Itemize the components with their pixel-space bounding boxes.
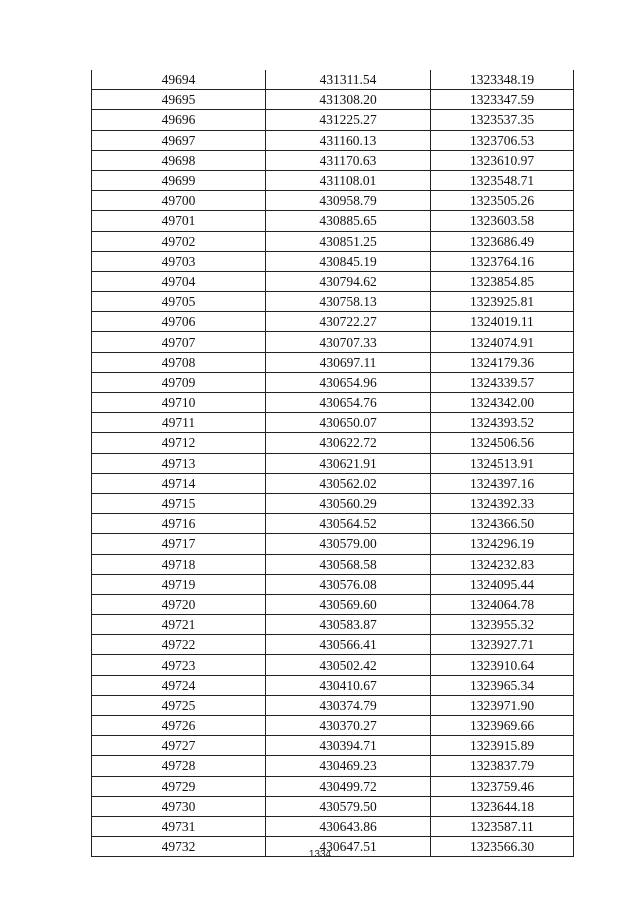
y-coordinate-cell: 1323854.85 <box>431 271 574 291</box>
x-coordinate-cell: 430370.27 <box>266 716 431 736</box>
table-row <box>92 594 574 614</box>
y-coordinate-cell: 1323348.19 <box>431 70 574 90</box>
point-id-cell: 49730 <box>92 796 266 816</box>
point-id-cell: 49701 <box>92 211 266 231</box>
table-row <box>92 90 574 110</box>
point-id-cell: 49708 <box>92 352 266 372</box>
table-row <box>92 191 574 211</box>
table-row <box>92 796 574 816</box>
table-row <box>92 736 574 756</box>
point-id-cell: 49719 <box>92 574 266 594</box>
x-coordinate-cell: 430621.91 <box>266 453 431 473</box>
table-row <box>92 433 574 453</box>
table-row <box>92 574 574 594</box>
table-row <box>92 150 574 170</box>
point-id-cell: 49706 <box>92 312 266 332</box>
table-row <box>92 534 574 554</box>
y-coordinate-cell: 1323971.90 <box>431 695 574 715</box>
table-row <box>92 110 574 130</box>
y-coordinate-cell: 1324064.78 <box>431 594 574 614</box>
y-coordinate-cell: 1323925.81 <box>431 292 574 312</box>
x-coordinate-cell: 431170.63 <box>266 150 431 170</box>
x-coordinate-cell: 430374.79 <box>266 695 431 715</box>
x-coordinate-cell: 430851.25 <box>266 231 431 251</box>
point-id-cell: 49697 <box>92 130 266 150</box>
table-row <box>92 615 574 635</box>
point-id-cell: 49721 <box>92 615 266 635</box>
point-id-cell: 49723 <box>92 655 266 675</box>
x-coordinate-cell: 430643.86 <box>266 816 431 836</box>
y-coordinate-cell: 1323566.30 <box>431 837 574 857</box>
table-row <box>92 514 574 534</box>
point-id-cell: 49718 <box>92 554 266 574</box>
table-row <box>92 675 574 695</box>
x-coordinate-cell: 431108.01 <box>266 170 431 190</box>
point-id-cell: 49714 <box>92 473 266 493</box>
x-coordinate-cell: 431311.54 <box>266 70 431 90</box>
x-coordinate-cell: 430654.76 <box>266 393 431 413</box>
point-id-cell: 49731 <box>92 816 266 836</box>
y-coordinate-cell: 1324339.57 <box>431 372 574 392</box>
point-id-cell: 49724 <box>92 675 266 695</box>
y-coordinate-cell: 1323915.89 <box>431 736 574 756</box>
y-coordinate-cell: 1324393.52 <box>431 413 574 433</box>
y-coordinate-cell: 1323837.79 <box>431 756 574 776</box>
point-id-cell: 49716 <box>92 514 266 534</box>
table-row <box>92 695 574 715</box>
point-id-cell: 49698 <box>92 150 266 170</box>
table-row <box>92 413 574 433</box>
table-row <box>92 816 574 836</box>
x-coordinate-cell: 430697.11 <box>266 352 431 372</box>
y-coordinate-cell: 1323955.32 <box>431 615 574 635</box>
x-coordinate-cell: 430394.71 <box>266 736 431 756</box>
point-id-cell: 49729 <box>92 776 266 796</box>
y-coordinate-cell: 1323969.66 <box>431 716 574 736</box>
table-row <box>92 776 574 796</box>
point-id-cell: 49715 <box>92 493 266 513</box>
point-id-cell: 49712 <box>92 433 266 453</box>
point-id-cell: 49722 <box>92 635 266 655</box>
x-coordinate-cell: 430560.29 <box>266 493 431 513</box>
x-coordinate-cell: 430885.65 <box>266 211 431 231</box>
point-id-cell: 49711 <box>92 413 266 433</box>
y-coordinate-cell: 1323603.58 <box>431 211 574 231</box>
table-row <box>92 271 574 291</box>
table-row <box>92 312 574 332</box>
point-id-cell: 49707 <box>92 332 266 352</box>
y-coordinate-cell: 1324506.56 <box>431 433 574 453</box>
x-coordinate-cell: 430499.72 <box>266 776 431 796</box>
x-coordinate-cell: 430562.02 <box>266 473 431 493</box>
table-row <box>92 473 574 493</box>
y-coordinate-cell: 1323548.71 <box>431 170 574 190</box>
table-row <box>92 655 574 675</box>
x-coordinate-cell: 430722.27 <box>266 312 431 332</box>
x-coordinate-cell: 430647.51 <box>266 837 431 857</box>
point-id-cell: 49694 <box>92 70 266 90</box>
point-id-cell: 49713 <box>92 453 266 473</box>
x-coordinate-cell: 431160.13 <box>266 130 431 150</box>
table-row <box>92 170 574 190</box>
y-coordinate-cell: 1323910.64 <box>431 655 574 675</box>
table-row <box>92 493 574 513</box>
y-coordinate-cell: 1324232.83 <box>431 554 574 574</box>
table-row <box>92 393 574 413</box>
y-coordinate-cell: 1323505.26 <box>431 191 574 211</box>
x-coordinate-cell: 430650.07 <box>266 413 431 433</box>
y-coordinate-cell: 1323644.18 <box>431 796 574 816</box>
x-coordinate-cell: 430469.23 <box>266 756 431 776</box>
table-row <box>92 231 574 251</box>
point-id-cell: 49727 <box>92 736 266 756</box>
point-id-cell: 49725 <box>92 695 266 715</box>
point-id-cell: 49700 <box>92 191 266 211</box>
y-coordinate-cell: 1324397.16 <box>431 473 574 493</box>
x-coordinate-cell: 430576.08 <box>266 574 431 594</box>
table-row <box>92 70 574 90</box>
point-id-cell: 49702 <box>92 231 266 251</box>
point-id-cell: 49699 <box>92 170 266 190</box>
x-coordinate-cell: 430654.96 <box>266 372 431 392</box>
table-row <box>92 756 574 776</box>
table-row <box>92 130 574 150</box>
y-coordinate-cell: 1324342.00 <box>431 393 574 413</box>
x-coordinate-cell: 430758.13 <box>266 292 431 312</box>
x-coordinate-cell: 431225.27 <box>266 110 431 130</box>
y-coordinate-cell: 1324366.50 <box>431 514 574 534</box>
table-row <box>92 352 574 372</box>
x-coordinate-cell: 430583.87 <box>266 615 431 635</box>
table-row <box>92 372 574 392</box>
table-row <box>92 453 574 473</box>
x-coordinate-cell: 430579.50 <box>266 796 431 816</box>
y-coordinate-cell: 1323537.35 <box>431 110 574 130</box>
y-coordinate-cell: 1324296.19 <box>431 534 574 554</box>
point-id-cell: 49710 <box>92 393 266 413</box>
table-row <box>92 716 574 736</box>
coordinates-table <box>91 70 574 857</box>
x-coordinate-cell: 430569.60 <box>266 594 431 614</box>
y-coordinate-cell: 1324019.11 <box>431 312 574 332</box>
point-id-cell: 49709 <box>92 372 266 392</box>
point-id-cell: 49717 <box>92 534 266 554</box>
x-coordinate-cell: 430794.62 <box>266 271 431 291</box>
table-body <box>92 70 574 857</box>
x-coordinate-cell: 430564.52 <box>266 514 431 534</box>
y-coordinate-cell: 1323347.59 <box>431 90 574 110</box>
y-coordinate-cell: 1324392.33 <box>431 493 574 513</box>
x-coordinate-cell: 430622.72 <box>266 433 431 453</box>
point-id-cell: 49696 <box>92 110 266 130</box>
x-coordinate-cell: 430410.67 <box>266 675 431 695</box>
x-coordinate-cell: 430502.42 <box>266 655 431 675</box>
point-id-cell: 49695 <box>92 90 266 110</box>
point-id-cell: 49720 <box>92 594 266 614</box>
y-coordinate-cell: 1323587.11 <box>431 816 574 836</box>
y-coordinate-cell: 1324095.44 <box>431 574 574 594</box>
y-coordinate-cell: 1323610.97 <box>431 150 574 170</box>
y-coordinate-cell: 1324179.36 <box>431 352 574 372</box>
point-id-cell: 49732 <box>92 837 266 857</box>
table-row <box>92 211 574 231</box>
table-row <box>92 332 574 352</box>
table-row <box>92 251 574 271</box>
x-coordinate-cell: 430566.41 <box>266 635 431 655</box>
y-coordinate-cell: 1324513.91 <box>431 453 574 473</box>
x-coordinate-cell: 430568.58 <box>266 554 431 574</box>
x-coordinate-cell: 430707.33 <box>266 332 431 352</box>
page-number: 1334 <box>308 849 332 860</box>
point-id-cell: 49704 <box>92 271 266 291</box>
y-coordinate-cell: 1323759.46 <box>431 776 574 796</box>
table-row <box>92 292 574 312</box>
point-id-cell: 49726 <box>92 716 266 736</box>
y-coordinate-cell: 1323764.16 <box>431 251 574 271</box>
y-coordinate-cell: 1323686.49 <box>431 231 574 251</box>
y-coordinate-cell: 1323706.53 <box>431 130 574 150</box>
y-coordinate-cell: 1324074.91 <box>431 332 574 352</box>
point-id-cell: 49728 <box>92 756 266 776</box>
x-coordinate-cell: 430845.19 <box>266 251 431 271</box>
x-coordinate-cell: 430579.00 <box>266 534 431 554</box>
table-row <box>92 635 574 655</box>
point-id-cell: 49703 <box>92 251 266 271</box>
x-coordinate-cell: 430958.79 <box>266 191 431 211</box>
y-coordinate-cell: 1323965.34 <box>431 675 574 695</box>
point-id-cell: 49705 <box>92 292 266 312</box>
y-coordinate-cell: 1323927.71 <box>431 635 574 655</box>
table-row <box>92 554 574 574</box>
x-coordinate-cell: 431308.20 <box>266 90 431 110</box>
